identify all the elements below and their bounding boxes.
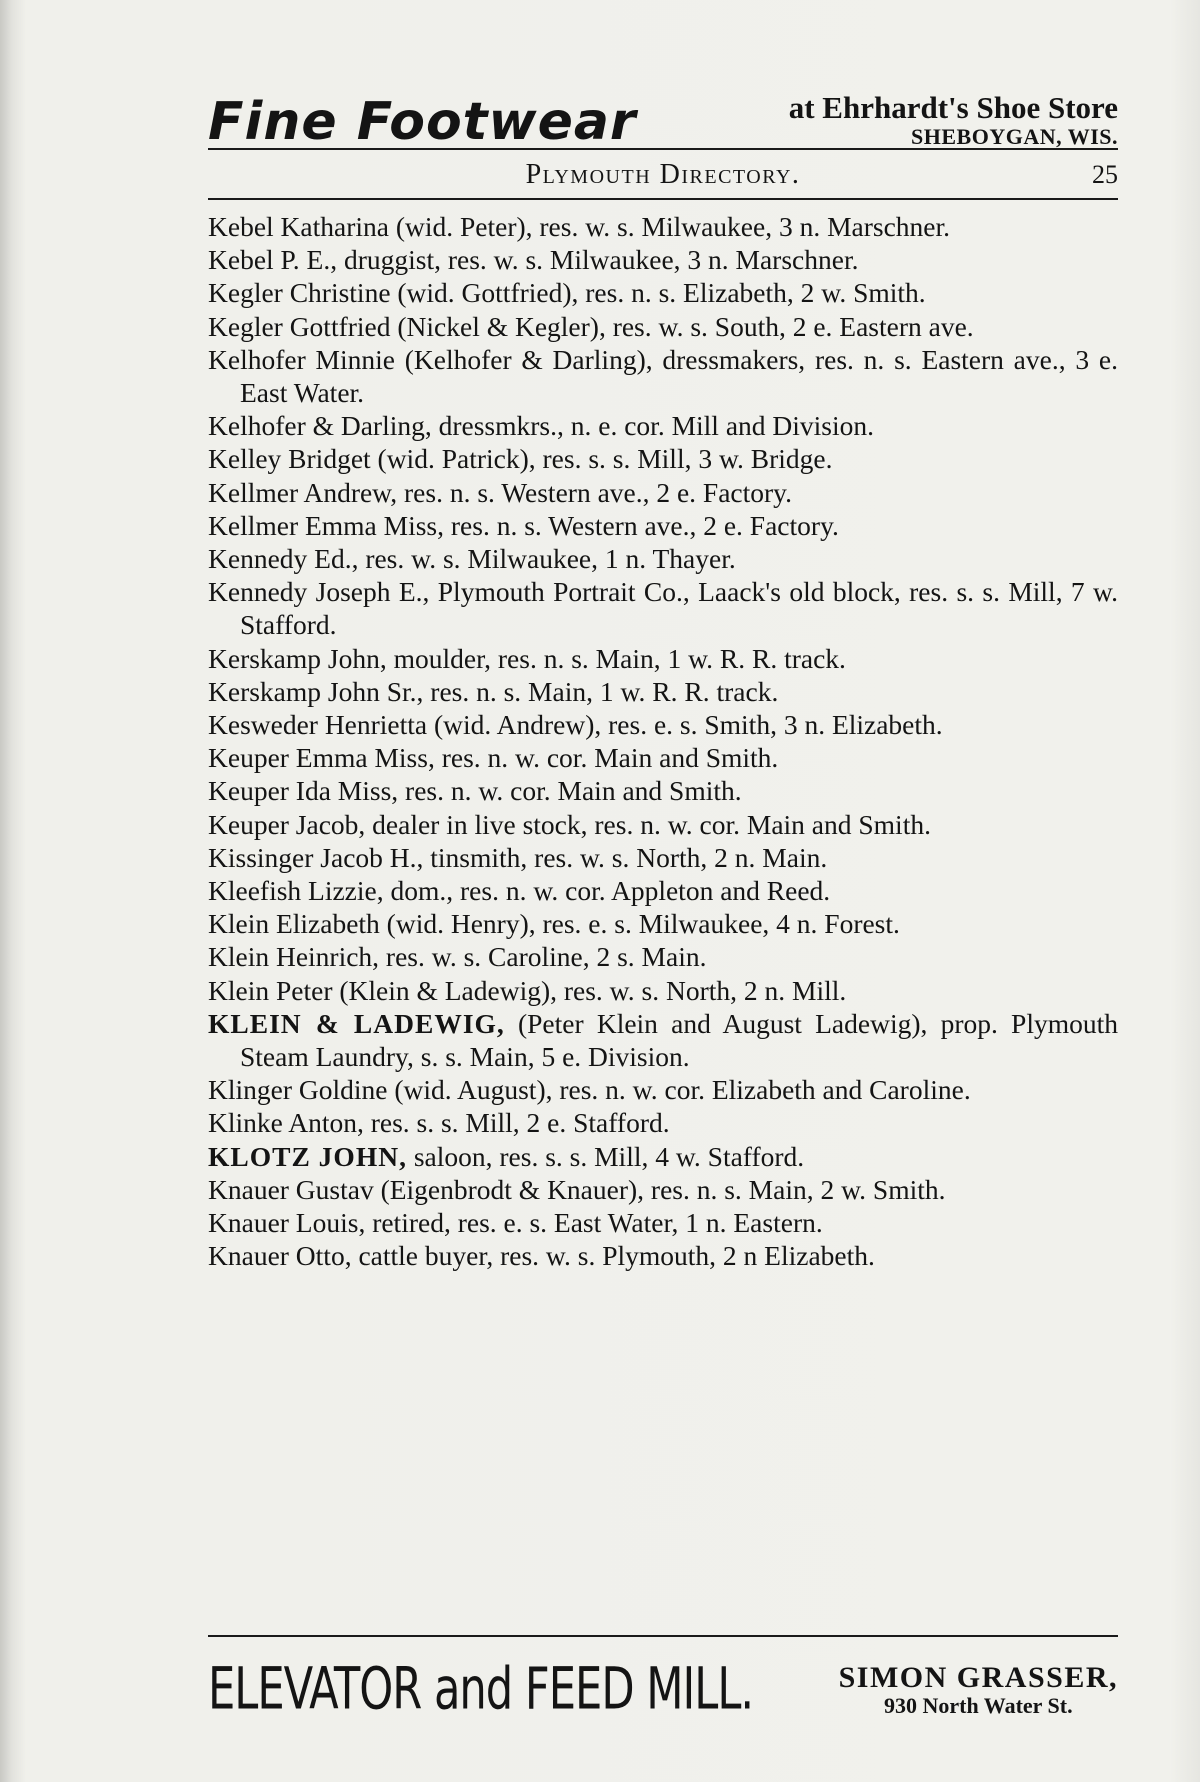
entry-text: Kellmer Andrew, res. n. s. Western ave., 2 e. Factory. — [208, 476, 793, 508]
directory-entry — [208, 907, 1118, 940]
directory-entry — [208, 675, 1118, 708]
directory-entry — [208, 476, 1118, 509]
page-title: Plymouth Directory. — [525, 159, 801, 190]
entry-text: Kelhofer & Darling, dressmkrs., n. e. cor. Mill and Division. — [208, 410, 875, 442]
directory-entry — [208, 1140, 1118, 1173]
entry-text: Klein Peter (Klein & Ladewig), res. w. s. North, 2 n. Mill. — [208, 974, 847, 1006]
ad-store-info — [789, 92, 1118, 148]
entry-text: Kelhofer Minnie (Kelhofer & Darling), dressmakers, res. n. s. Eastern ave., 3 e. East Water. — [208, 343, 1118, 409]
directory-entries — [208, 200, 1118, 1273]
directory-entry — [208, 575, 1118, 641]
directory-entry — [208, 509, 1118, 542]
entry-text: Keuper Jacob, dealer in live stock, res. n. w. cor. Main and Smith. — [208, 808, 931, 840]
entry-text: Kerskamp John, moulder, res. n. s. Main, 1 w. R. R. track. — [208, 642, 846, 674]
directory-entry — [208, 741, 1118, 774]
entry-text: Kissinger Jacob H., tinsmith, res. w. s. North, 2 n. Main. — [208, 841, 828, 873]
ad-bottom-headline: ELEVATOR and FEED MILL. — [208, 1655, 754, 1723]
entry-text: Kebel Katharina (wid. Peter), res. w. s. Milwaukee, 3 n. Marschner. — [208, 211, 951, 242]
ad-headline: Fine Footwear — [208, 92, 637, 152]
page-content — [208, 80, 1118, 1723]
entry-text: Knauer Louis, retired, res. e. s. East Water, 1 n. Eastern. — [208, 1207, 823, 1239]
running-head — [208, 150, 1118, 198]
directory-entry — [208, 310, 1118, 343]
entry-text: saloon, res. s. s. Mill, 4 w. Stafford. — [406, 1140, 805, 1172]
ad-bottom-business — [839, 1661, 1118, 1718]
directory-entry — [208, 210, 1118, 243]
directory-entry — [208, 841, 1118, 874]
directory-entry — [208, 1239, 1118, 1272]
entry-text: Knauer Gustav (Eigenbrodt & Knauer), res. n. s. Main, 2 w. Smith. — [208, 1173, 946, 1205]
top-advertisement — [208, 80, 1118, 152]
entry-text: Knauer Otto, cattle buyer, res. w. s. Plymouth, 2 n Elizabeth. — [208, 1240, 875, 1272]
entry-text: Klinger Goldine (wid. August), res. n. w. cor. Elizabeth and Caroline. — [208, 1074, 971, 1106]
entry-bold-name: KLEIN & LADEWIG, — [208, 1007, 505, 1039]
directory-entry — [208, 1206, 1118, 1239]
directory-entry — [208, 1007, 1118, 1073]
entry-text: Kegler Gottfried (Nickel & Kegler), res. w. s. South, 2 e. Eastern ave. — [208, 310, 974, 342]
bottom-advertisement — [208, 1638, 1118, 1723]
entry-text: Kesweder Henrietta (wid. Andrew), res. e. s. Smith, 3 n. Elizabeth. — [208, 709, 943, 741]
directory-entry — [208, 940, 1118, 973]
directory-entry — [208, 1073, 1118, 1106]
directory-entry — [208, 642, 1118, 675]
ad-bottom-name: SIMON GRASSER, — [838, 1660, 1118, 1694]
directory-entry — [208, 974, 1118, 1007]
ad-store-name: at Ehrhardt's Shoe Store — [788, 90, 1118, 126]
entry-text: Klein Elizabeth (wid. Henry), res. e. s. Milwaukee, 4 n. Forest. — [208, 908, 900, 940]
entry-text: Keuper Emma Miss, res. n. w. cor. Main and Smith. — [208, 742, 779, 774]
directory-entry — [208, 874, 1118, 907]
ad-store-city: SHEBOYGAN, WIS. — [911, 123, 1118, 149]
entry-text: (Peter Klein and August Ladewig), prop. Plymouth Steam Laundry, s. s. Main, 5 e. Division. — [240, 1007, 1118, 1073]
bottom-rule — [208, 1635, 1118, 1637]
directory-entry — [208, 1106, 1118, 1139]
entry-text: Kleefish Lizzie, dom., res. n. w. cor. Appleton and Reed. — [208, 875, 831, 907]
directory-entry — [208, 542, 1118, 575]
entry-text: Kegler Christine (wid. Gottfried), res. n. s. Elizabeth, 2 w. Smith. — [208, 277, 926, 309]
directory-entry — [208, 1173, 1118, 1206]
entry-text: Keuper Ida Miss, res. n. w. cor. Main and Smith. — [208, 775, 742, 807]
entry-text: Kebel P. E., druggist, res. w. s. Milwaukee, 3 n. Marschner. — [208, 244, 859, 276]
entry-text: Klein Heinrich, res. w. s. Caroline, 2 s. Main. — [208, 941, 707, 973]
directory-entry — [208, 808, 1118, 841]
directory-entry — [208, 774, 1118, 807]
entry-text: Klinke Anton, res. s. s. Mill, 2 e. Stafford. — [208, 1107, 670, 1139]
entry-bold-name: KLOTZ JOHN, — [208, 1140, 407, 1172]
directory-entry — [208, 276, 1118, 309]
entry-text: Kerskamp John Sr., res. n. s. Main, 1 w. R. R. track. — [208, 675, 779, 707]
entry-text: Kellmer Emma Miss, res. n. s. Western ave., 2 e. Factory. — [208, 509, 839, 541]
directory-entry — [208, 343, 1118, 409]
directory-entry — [208, 243, 1118, 276]
entry-text: Kennedy Joseph E., Plymouth Portrait Co., Laack's old block, res. s. s. Mill, 7 w. Stafford. — [208, 576, 1118, 641]
ad-bottom-address: 930 North Water St. — [883, 1692, 1073, 1718]
directory-entry — [208, 708, 1118, 741]
entry-text: Kennedy Ed., res. w. s. Milwaukee, 1 n. Thayer. — [208, 543, 736, 575]
directory-entry — [208, 409, 1118, 442]
directory-entry — [208, 442, 1118, 475]
entry-text: Kelley Bridget (wid. Patrick), res. s. s. Mill, 3 w. Bridge. — [208, 443, 833, 475]
page-number: 25 — [1092, 160, 1118, 189]
